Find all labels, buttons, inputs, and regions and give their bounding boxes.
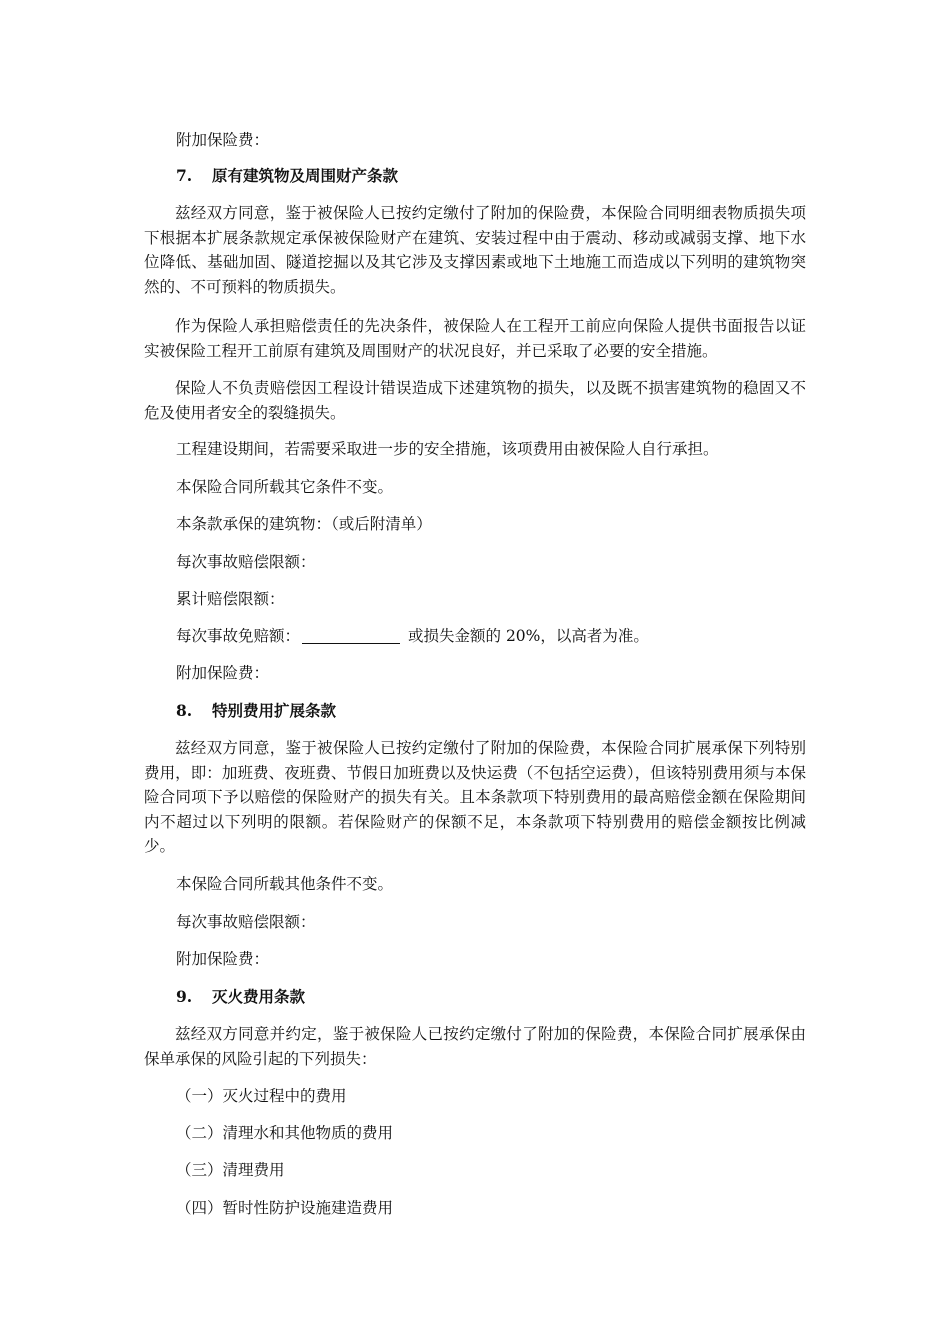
section-8-title: 特别费用扩展条款 [212, 701, 337, 720]
section-7-aggregate-limit: 累计赔偿限额： [176, 590, 285, 608]
section-9-title: 灭火费用条款 [212, 987, 306, 1006]
section-8-premium: 附加保险费： [176, 950, 270, 968]
section-8-heading [176, 699, 336, 724]
section-7-para-3: 保险人不负责赔偿因工程设计错误造成下述建筑物的损失，以及既不损害建筑物的稳固又不危及使用者安全的裂缝损失。 [144, 379, 806, 422]
section-7-para-4: 工程建设期间，若需要采取进一步的安全措施，该项费用由被保险人自行承担。 [176, 440, 719, 458]
deductible-label: 每次事故免赔额： [176, 627, 301, 645]
section-8-number: 8. [176, 701, 193, 720]
list-item: （四）暂时性防护设施建造费用 [176, 1199, 394, 1217]
deductible-suffix: 或损失金额的 20%，以高者为准。 [408, 627, 649, 645]
section-7-per-accident-limit: 每次事故赔偿限额： [176, 553, 316, 571]
section-7-para-2: 作为保险人承担赔偿责任的先决条件，被保险人在工程开工前应向保险人提供书面报告以证实被保险工程开工前原有建筑及周围财产的状况良好，并已采取了必要的安全措施。 [144, 317, 806, 360]
deductible-blank [302, 627, 400, 644]
section-9-para-1: 兹经双方同意并约定，鉴于被保险人已按约定缴付了附加的保险费，本保险合同扩展承保由保单承保的风险引起的下列损失： [144, 1025, 806, 1068]
section-7-para-5: 本保险合同所载其它条件不变。 [176, 478, 394, 496]
section-8-para-2: 本保险合同所载其他条件不变。 [176, 875, 394, 893]
section-7-premium: 附加保险费： [176, 664, 270, 682]
section-7-number: 7. [176, 166, 193, 185]
section-8-para-1: 兹经双方同意，鉴于被保险人已按约定缴付了附加的保险费，本保险合同扩展承保下列特别费用，即：加班费、夜班费、节假日加班费以及快运费（不包括空运费），但该特别费用须与本保险合同项下予以赔偿的保险财产的损失有关。且本条款项下特别费用的最高赔偿金额在保险期间内不超过以下列明的限额。若保险财产的保额不足，本条款项下特别费用的赔偿金额按比例减少。 [144, 739, 806, 855]
section-7-para-1: 兹经双方同意，鉴于被保险人已按约定缴付了附加的保险费，本保险合同明细表物质损失项下根据本扩展条款规定承保被保险财产在建筑、安装过程中由于震动、移动或减弱支撑、地下水位降低、基础加固、隧道挖掘以及其它涉及支撑因素或地下土地施工而造成以下列明的建筑物突然的、不可预料的物质损失。 [144, 204, 806, 296]
premium-line-top: 附加保险费： [176, 131, 270, 149]
list-item: （二）清理水和其他物质的费用 [176, 1124, 394, 1142]
section-7-covered-buildings: 本条款承保的建筑物：（或后附清单） [176, 515, 432, 533]
list-item: （一）灭火过程中的费用 [176, 1087, 347, 1105]
section-8-per-accident-limit: 每次事故赔偿限额： [176, 913, 316, 931]
section-7-deductible [176, 624, 649, 649]
list-item: （三）清理费用 [176, 1161, 285, 1179]
section-7-heading [176, 164, 398, 189]
section-9-number: 9. [176, 987, 193, 1006]
section-7-title: 原有建筑物及周围财产条款 [212, 166, 399, 185]
section-9-heading [176, 985, 305, 1010]
